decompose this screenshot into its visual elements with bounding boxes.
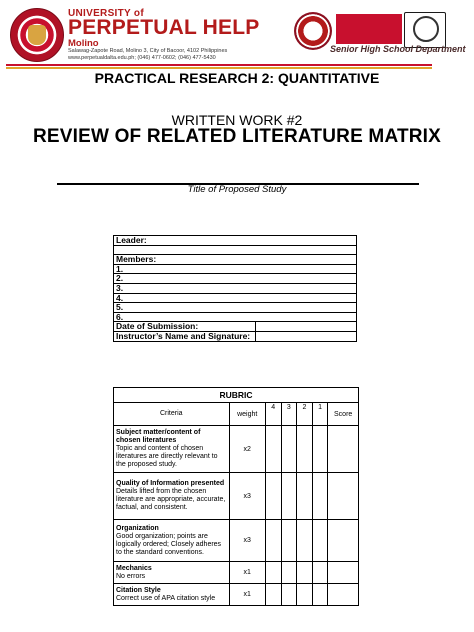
brand-web: www.perpetualdalta.edu.ph; (046) 477-0602; (046) 477-5430: [68, 55, 216, 61]
member-row[interactable]: 1.: [114, 264, 357, 274]
criteria-cell: [114, 584, 230, 606]
submission-value[interactable]: [256, 322, 357, 332]
submission-label: Date of Submission:: [114, 322, 256, 332]
instructor-label: Instructor’s Name and Signature:: [114, 331, 256, 341]
score-cell[interactable]: [281, 584, 297, 606]
criteria-cell: [114, 520, 230, 562]
score-cell[interactable]: [265, 473, 281, 520]
header-rule-gold: [6, 67, 432, 69]
proposed-study-label: Title of Proposed Study: [187, 184, 287, 195]
brand-main: PERPETUAL HELP: [68, 16, 260, 39]
certification-seal-logo: [404, 12, 446, 48]
rubric-table: [113, 387, 359, 606]
weight-cell: x1: [229, 562, 265, 584]
weight-cell: x3: [229, 473, 265, 520]
main-title: REVIEW OF RELATED LITERATURE MATRIX: [32, 126, 442, 147]
scale-header: 2: [297, 403, 313, 426]
score-cell[interactable]: [297, 584, 313, 606]
brand-address: Salawag-Zapote Road, Molino 3, City of Bacoor, 4102 Philippines: [68, 48, 228, 54]
instructor-value[interactable]: [256, 331, 357, 341]
score-cell[interactable]: [297, 426, 313, 473]
work-title: WRITTEN WORK #2: [171, 112, 303, 128]
leader-cell: Leader:: [114, 236, 357, 246]
score-cell[interactable]: [265, 520, 281, 562]
brand-top: UNIVERSITY of: [68, 8, 144, 19]
header-rule-red: [6, 64, 432, 66]
score-cell[interactable]: [297, 520, 313, 562]
shs-seal-logo: [294, 12, 332, 50]
criteria-header: Criteria: [114, 403, 230, 426]
total-score-cell[interactable]: [328, 584, 359, 606]
score-cell[interactable]: [312, 584, 328, 606]
total-score-cell[interactable]: [328, 473, 359, 520]
score-header: Score: [328, 403, 359, 426]
score-cell[interactable]: [265, 584, 281, 606]
rubric-title: RUBRIC: [114, 388, 359, 403]
score-cell[interactable]: [312, 473, 328, 520]
brand-campus: Molino: [68, 38, 99, 49]
university-seal-logo: [10, 8, 64, 62]
subject-title: PRACTICAL RESEARCH 2: QUANTITATIVE: [94, 70, 380, 86]
member-row[interactable]: 5.: [114, 303, 357, 313]
score-cell[interactable]: [297, 473, 313, 520]
criteria-name: Subject matter/content of chosen literatures: [116, 429, 201, 444]
scale-header: 4: [265, 403, 281, 426]
score-cell[interactable]: [281, 473, 297, 520]
department-label: Senior High School Department: [330, 44, 466, 54]
total-score-cell[interactable]: [328, 562, 359, 584]
total-score-cell[interactable]: [328, 426, 359, 473]
criteria-name: Organization: [116, 524, 159, 532]
criteria-name: Citation Style: [116, 586, 161, 594]
total-score-cell[interactable]: [328, 520, 359, 562]
weight-header: weight: [229, 403, 265, 426]
criteria-cell: [114, 426, 230, 473]
criteria-cell: [114, 562, 230, 584]
weight-cell: x3: [229, 520, 265, 562]
member-row[interactable]: 6.: [114, 312, 357, 322]
score-cell[interactable]: [312, 520, 328, 562]
score-cell[interactable]: [312, 426, 328, 473]
criteria-desc: Topic and content of chosen literatures are directly relevant to the proposed study.: [116, 445, 218, 468]
criteria-cell: [114, 473, 230, 520]
scale-header: 1: [312, 403, 328, 426]
criteria-desc: Correct use of APA citation style: [116, 594, 216, 602]
members-cell: Members:: [114, 255, 357, 265]
team-info-table: [113, 235, 357, 342]
score-cell[interactable]: [312, 562, 328, 584]
scale-header: 3: [281, 403, 297, 426]
criteria-name: Quality of Information presented: [116, 480, 225, 487]
member-row[interactable]: 2.: [114, 274, 357, 284]
member-row[interactable]: 4.: [114, 293, 357, 303]
criteria-desc: Good organization; points are logically ordered; Closely adheres to the standard conventions.: [116, 532, 222, 556]
score-cell[interactable]: [265, 426, 281, 473]
score-cell[interactable]: [281, 520, 297, 562]
weight-cell: x1: [229, 584, 265, 606]
score-cell[interactable]: [281, 562, 297, 584]
member-row[interactable]: 3.: [114, 283, 357, 293]
criteria-desc: No errors: [116, 572, 146, 580]
score-cell[interactable]: [297, 562, 313, 584]
criteria-name: Mechanics: [116, 564, 152, 572]
weight-cell: x2: [229, 426, 265, 473]
score-cell[interactable]: [265, 562, 281, 584]
bureau-veritas-banner: [336, 14, 402, 44]
score-cell[interactable]: [281, 426, 297, 473]
criteria-desc: Details lifted from the chosen literature are appropriate, accurate, factual, and consistent.: [116, 488, 226, 511]
